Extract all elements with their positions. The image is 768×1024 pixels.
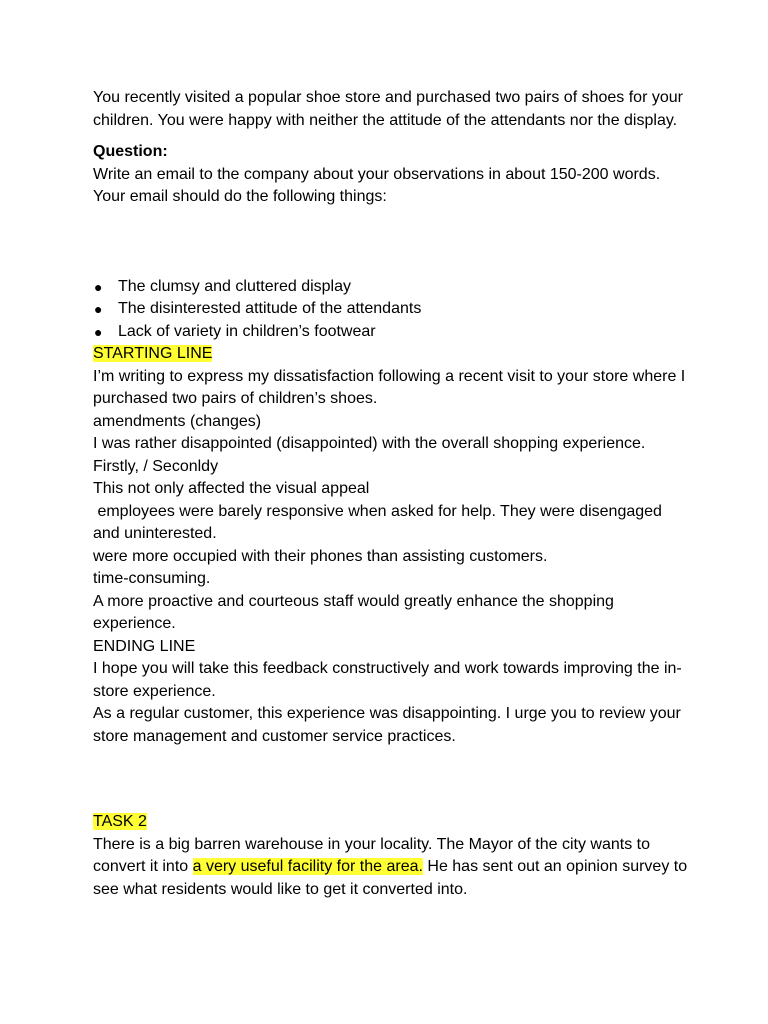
ending-line-label: ENDING LINE (93, 637, 196, 655)
bullet-icon: ● (94, 278, 103, 295)
body-line: time-consuming. (93, 570, 211, 587)
body-line: A more proactive and courteous staff would greatly enhance the shopping experience. (93, 592, 614, 632)
intro-paragraph: You recently visited a popular shoe store and purchased two pairs of shoes for your children. You were happy with neither the attitude of the attendants nor the display. (93, 89, 683, 129)
task2-paragraph: There is a big barren warehouse in your locality. The Mayor of the city wants to convert it into a very useful facility for the area. He has sent out an opinion survey to see what residents would like to get it converted into. (93, 835, 688, 898)
bullet-list (93, 276, 693, 344)
list-item: ● Lack of variety in children’s footwear (93, 321, 693, 344)
list-item: ● The clumsy and cluttered display (93, 276, 693, 299)
ending-line: As a regular customer, this experience was disappointing. I urge you to review your store management and customer service practices. (93, 705, 681, 745)
starting-line-label: STARTING LINE (93, 345, 213, 362)
task2-highlight: a very useful facility for the area. (192, 858, 423, 875)
task2-label: TASK 2 (93, 813, 147, 830)
body-line: I’m writing to express my dissatisfaction following a recent visit to your store where I purchased two pairs of children’s shoes. (93, 367, 686, 407)
body-line: This not only affected the visual appeal (93, 480, 370, 497)
body-line: were more occupied with their phones than assisting customers. (93, 547, 548, 565)
body-line: Firstly, / Seconldy (93, 457, 219, 475)
bullet-icon: ● (94, 323, 103, 340)
question-label: Question: (93, 143, 168, 160)
question-text: Write an email to the company about your observations in about 150-200 words. Your email should do the following things: (93, 165, 661, 205)
document-page (93, 87, 693, 901)
ending-line: I hope you will take this feedback constructively and work towards improving the in-store experience. (93, 660, 682, 700)
bullet-icon: ● (94, 301, 103, 317)
list-item: ● The disinterested attitude of the attendants (93, 298, 693, 321)
body-line: I was rather disappointed (disappointed) with the overall shopping experience. (93, 435, 646, 452)
body-line: amendments (changes) (93, 412, 262, 430)
body-line: employees were barely responsive when asked for help. They were disengaged and uninterested. (93, 502, 667, 542)
